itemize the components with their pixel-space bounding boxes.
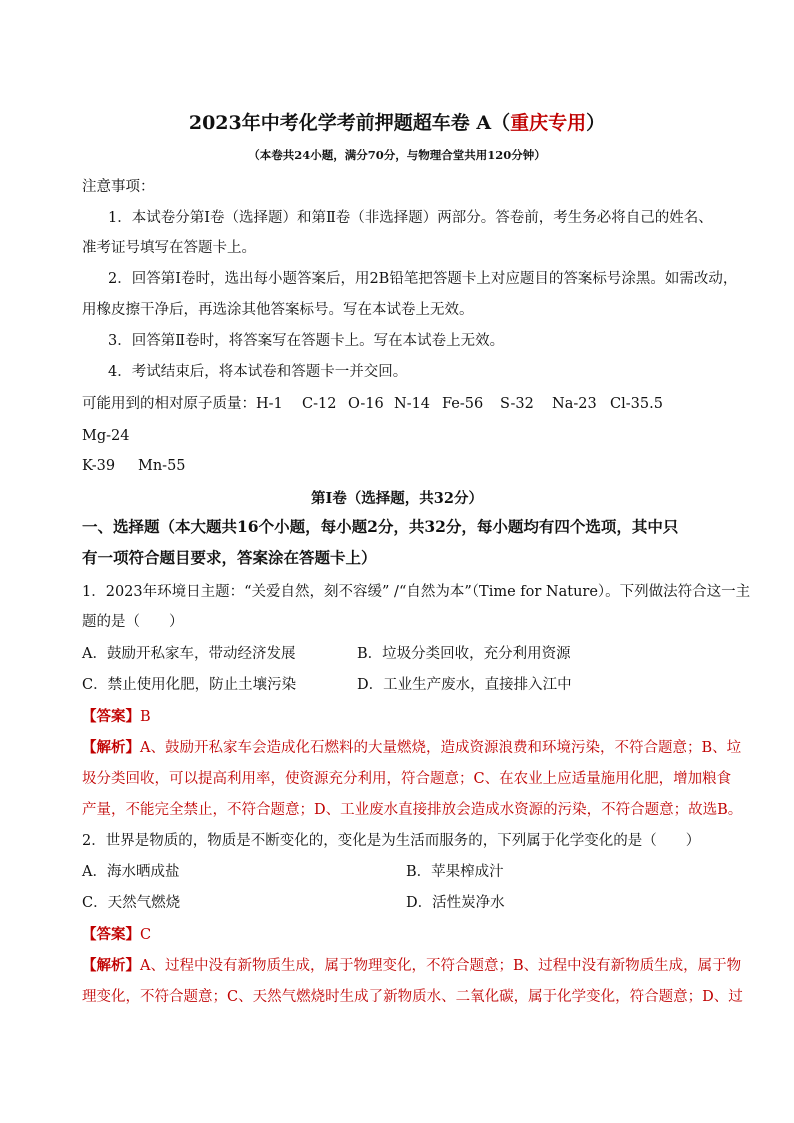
atomic-mass: Fe-56 <box>442 396 484 412</box>
analysis-text: 圾分类回收，可以提高利用率，使资源充分利用，符合题意；C、在农业上应适量施用化肥，增加粮食 <box>82 771 732 787</box>
section-heading: 一、选择题（本大题共16个小题，每小题2分，共32分，每小题均有四个选项，其中只 <box>82 517 679 536</box>
question-stem: 题的是（ ） <box>82 614 184 630</box>
page-subtitle: （本卷共24小题，满分70分，与物理合堂共用120分钟） <box>248 148 546 162</box>
title-end: ） <box>586 112 606 134</box>
analysis-tag: 【解析】 <box>82 739 140 756</box>
analysis-tag: 【解析】 <box>82 957 140 974</box>
atomic-mass: H-1 <box>256 396 283 412</box>
analysis-line <box>82 739 741 757</box>
atomic-mass-row <box>82 457 186 475</box>
option-b: B．苹果榨成汁 <box>406 864 504 880</box>
atomic-mass: S-32 <box>500 396 534 412</box>
section-heading: 有一项符合题目要求，答案涂在答题卡上） <box>82 548 377 567</box>
note-item: 准考证号填写在答题卡上。 <box>82 240 256 256</box>
atomic-mass: N-14 <box>394 396 431 412</box>
analysis-text: 产量，不能完全禁止，不符合题意；D、工业废水直接排放会造成水资源的污染，不符合题意；故选B。 <box>82 802 743 818</box>
analysis-text: A、过程中没有新物质生成，属于物理变化，不符合题意；B、过程中没有新物质生成，属于物 <box>140 958 742 974</box>
answer-value: C <box>140 927 152 943</box>
option-b: B．垃圾分类回收，充分利用资源 <box>357 646 571 662</box>
atomic-mass: Mn-55 <box>138 458 186 474</box>
note-item: 用橡皮擦干净后，再选涂其他答案标号。写在本试卷上无效。 <box>82 302 474 318</box>
option-a: A．鼓励开私家车，带动经济发展 <box>82 646 296 662</box>
note-item: 4．考试结束后，将本试卷和答题卡一并交回。 <box>108 364 408 380</box>
analysis-line <box>82 957 741 975</box>
atomic-mass: O-16 <box>348 396 384 412</box>
option-c: C．天然气燃烧 <box>82 895 181 911</box>
option-d: D．工业生产废水，直接排入江中 <box>357 677 572 693</box>
answer-value: B <box>140 709 151 725</box>
title-main: 2023年中考化学考前押题超车卷 A（ <box>188 112 511 134</box>
section-title: 第Ⅰ卷（选择题，共32分） <box>311 490 483 507</box>
atomic-mass: K-39 <box>82 458 116 474</box>
answer-line <box>82 926 151 944</box>
question-stem: 1．2023年环境日主题：“关爱自然，刻不容缓” /“自然为本”（Time for Nature）。下列做法符合这一主 <box>82 584 751 600</box>
analysis-text: 理变化，不符合题意；C、天然气燃烧时生成了新物质水、二氧化碳，属于化学变化，符合题意；D、过 <box>82 989 743 1005</box>
note-item: 3．回答第Ⅱ卷时，将答案写在答题卡上。写在本试卷上无效。 <box>108 333 505 349</box>
option-a: A．海水晒成盐 <box>82 864 180 880</box>
atomic-mass: Mg-24 <box>82 428 130 444</box>
option-d: D．活性炭净水 <box>406 895 505 911</box>
atomic-mass-label: 可能用到的相对原子质量： <box>82 396 256 412</box>
question-stem: 2．世界是物质的，物质是不断变化的，变化是为生活而服务的，下列属于化学变化的是（ ） <box>82 833 701 849</box>
title-region: 重庆专用 <box>510 112 587 134</box>
answer-tag: 【答案】 <box>82 708 140 725</box>
option-c: C．禁止使用化肥，防止土壤污染 <box>82 677 297 693</box>
note-item: 1．本试卷分第Ⅰ卷（选择题）和第Ⅱ卷（非选择题）两部分。答卷前，考生务必将自己的姓名、 <box>108 210 713 226</box>
notes-heading: 注意事项： <box>82 179 155 195</box>
atomic-mass: Na-23 <box>552 396 597 412</box>
atomic-mass-row <box>82 395 663 413</box>
page-title <box>0 108 794 135</box>
analysis-text: A、鼓励开私家车会造成化石燃料的大量燃烧，造成资源浪费和环境污染，不符合题意；B、垃 <box>140 740 742 756</box>
answer-line <box>82 708 151 726</box>
atomic-mass: Cl-35.5 <box>610 396 663 412</box>
answer-tag: 【答案】 <box>82 926 140 943</box>
note-item: 2．回答第Ⅰ卷时，选出每小题答案后，用2B铅笔把答题卡上对应题目的答案标号涂黑。如需改动， <box>108 271 738 287</box>
atomic-mass: C-12 <box>302 396 337 412</box>
